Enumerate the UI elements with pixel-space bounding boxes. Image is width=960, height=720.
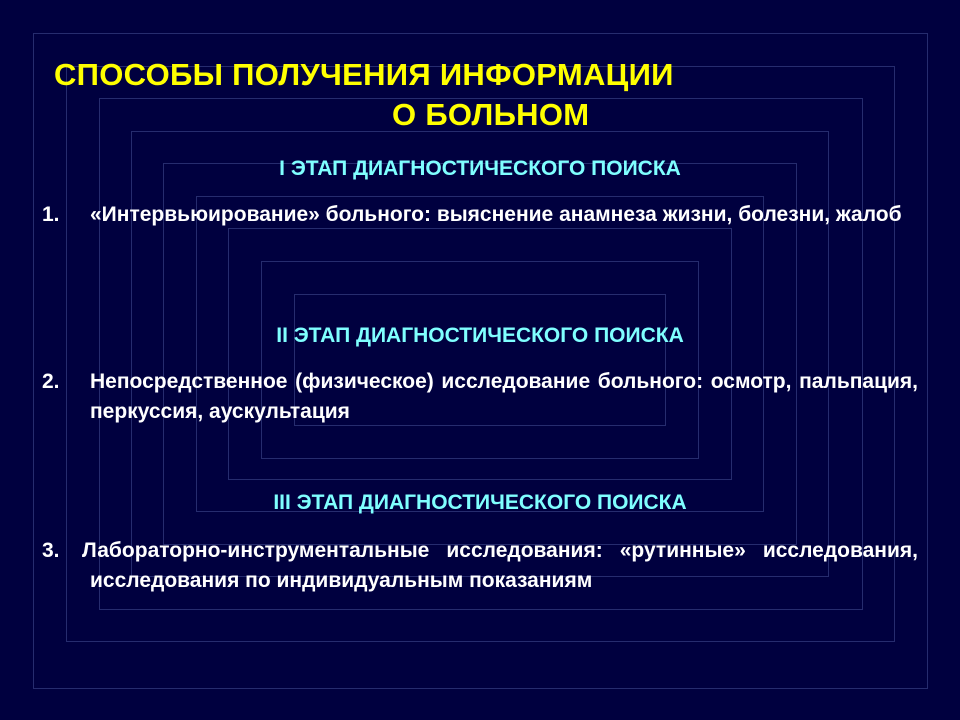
list-item-text: «Интервьюирование» больного: выяснение анамнеза жизни, болезни, жалоб <box>90 203 902 226</box>
list-item-2 <box>42 367 918 427</box>
decorative-frame-7 <box>228 228 732 480</box>
stage-heading-1: I ЭТАП ДИАГНОСТИЧЕСКОГО ПОИСКА <box>279 157 681 180</box>
stage-heading-3: III ЭТАП ДИАГНОСТИЧЕСКОГО ПОИСКА <box>273 491 687 514</box>
list-item-number: 3. <box>42 539 60 562</box>
list-item-1 <box>42 200 918 230</box>
list-item-number: 2. <box>42 370 60 393</box>
list-item-number: 1. <box>42 203 60 226</box>
title-line-2: О БОЛЬНОМ <box>392 97 590 132</box>
list-item-text: Лабораторно-инструментальные исследования: «рутинные» исследования, исследования по индивидуальным показаниям <box>82 539 918 592</box>
title-line-1: СПОСОБЫ ПОЛУЧЕНИЯ ИНФОРМАЦИИ <box>54 57 674 92</box>
decorative-frame-6 <box>196 196 764 512</box>
list-item-3 <box>42 536 918 596</box>
list-item-text: Непосредственное (физическое) исследование больного: осмотр, пальпация, перкуссия, аускультация <box>90 370 918 423</box>
decorative-frame-8 <box>261 261 699 459</box>
stage-heading-2: II ЭТАП ДИАГНОСТИЧЕСКОГО ПОИСКА <box>276 324 684 347</box>
